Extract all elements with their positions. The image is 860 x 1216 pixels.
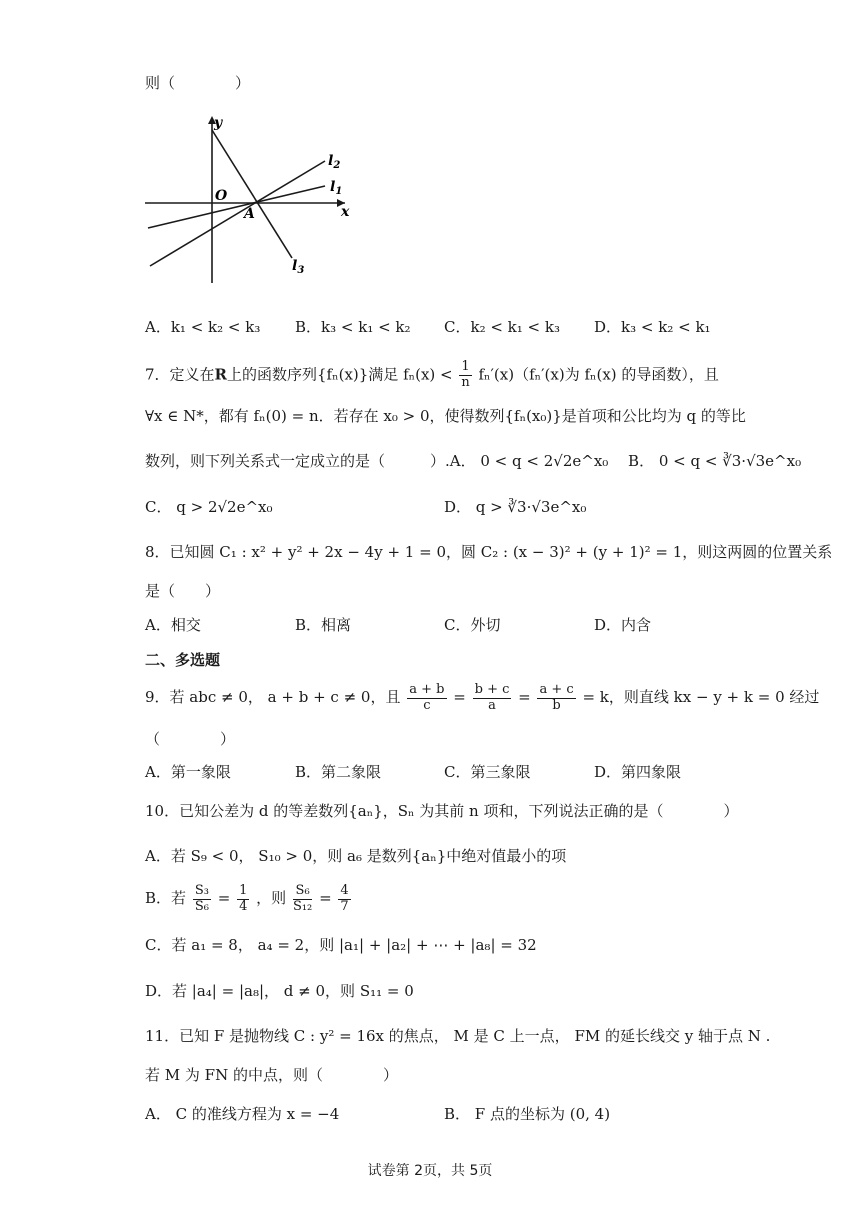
l1-label: $l_1$ (330, 179, 343, 197)
q8-line1: 8．已知圆 C₁ : x² + y² + 2x − 4y + 1 = 0，圆 C₂ : (x − 3)² + (y + 1)² = 1，则这两圆的位置关系 (145, 543, 833, 561)
q10-option-b: B．若 $\frac{\text{S₃}}{\text{S₆}}$ = $\frac{1}{4}$ ，则 $\frac{\text{S₆}}{\text{S₁₂}}$ = $\frac{4}{7}$ (145, 882, 349, 914)
q8-option-b: B．相离 (295, 616, 352, 634)
y-axis-label: y (214, 115, 223, 131)
q7-line2: ∀x ∈ N*，都有 fₙ(0) = n．若存在 x₀ > 0，使得数列{fₙ(x₀)}是首项和公比均为 q 的等比 (145, 407, 746, 425)
l2-label: $l_2$ (328, 153, 341, 171)
q6-option-b: B．k₃ < k₁ < k₂ (295, 318, 411, 336)
q10-option-a: A．若 S₉ < 0， S₁₀ > 0，则 a₆ 是数列{aₙ}中绝对值最小的项 (145, 847, 567, 865)
page-footer: 试卷第 2页，共 5页 (367, 1163, 493, 1179)
q6-option-c: C．k₂ < k₁ < k₃ (444, 318, 560, 336)
section-heading-multi: 二、多选题 (145, 651, 221, 669)
q6-option-a: A．k₁ < k₂ < k₃ (145, 318, 261, 336)
q9-option-a: A．第一象限 (145, 763, 231, 781)
q7-line1: 7．定义在R上的函数序列{fₙ(x)}满足 fₙ(x) < $\frac{1}{n}$ fₙ′(x)（fₙ′(x)为 fₙ(x) 的导函数），且 (145, 359, 719, 390)
q9-option-d: D．第四象限 (594, 763, 682, 781)
origin-label: O (215, 188, 228, 204)
q10-option-d: D．若 |a₄| = |a₈|， d ≠ 0，则 S₁₁ = 0 (145, 982, 414, 1000)
q7-option-c: C． q > 2√2e^x₀ (145, 498, 273, 516)
q9-option-c: C．第三象限 (444, 763, 531, 781)
q7-option-d: D． q > ∛3·√3e^x₀ (444, 498, 587, 516)
q11-option-b: B． F 点的坐标为 (0, 4) (444, 1105, 611, 1123)
q8-option-d: D．内含 (594, 616, 652, 634)
lines-figure (140, 108, 370, 283)
q11-option-a: A． C 的准线方程为 x = −4 (145, 1105, 340, 1123)
q8-option-c: C．外切 (444, 616, 501, 634)
point-a-label: A (244, 206, 255, 222)
q6-option-d: D．k₃ < k₂ < k₁ (594, 318, 711, 336)
x-axis-label: x (341, 204, 350, 220)
q8-line2: 是（ ） (145, 582, 221, 600)
q10-stem: 10．已知公差为 d 的等差数列{aₙ}，Sₙ 为其前 n 项和，下列说法正确的是（ ） (145, 802, 739, 820)
q10-option-c: C．若 a₁ = 8， a₄ = 2，则 |a₁| + |a₂| + ⋯ + |a₈| = 32 (145, 936, 537, 954)
q8-option-a: A．相交 (145, 616, 201, 634)
q9-option-b: B．第二象限 (295, 763, 382, 781)
top-line: 则（ ） (145, 74, 251, 92)
q11-line1: 11．已知 F 是抛物线 C : y² = 16x 的焦点， M 是 C 上一点， FM 的延长线交 y 轴于点 N . (145, 1027, 771, 1045)
q11-line2: 若 M 为 FN 的中点，则（ ） (145, 1066, 398, 1084)
l3-label: $l_3$ (292, 258, 305, 276)
q9-line2: （ ） (145, 730, 236, 748)
q9-line1: 9．若 abc ≠ 0， a + b + c ≠ 0，且 $\frac{a + b}{c}$ = $\frac{b + c}{a}$ = $\frac{a + c}{b}$ = k，则直线 kx − y + k = 0 经过 (145, 681, 820, 713)
q7-line3: 数列，则下列关系式一定成立的是（ ）.A． 0 < q < 2√2e^x₀ B． 0 < q < ∛3·√3e^x₀ (145, 452, 802, 470)
